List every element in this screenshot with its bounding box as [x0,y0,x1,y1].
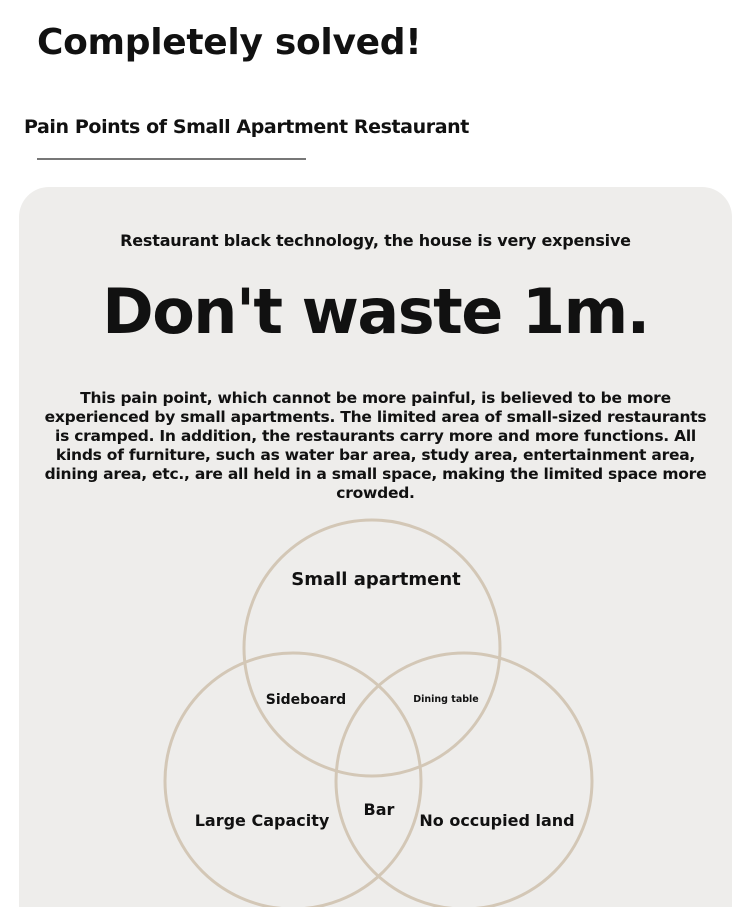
description-paragraph: This pain point, which cannot be more painful, is believed to be more experienced by small apartments. The limited area of small-sized restaurants is cramped. In addition, the restaurants carry more and more functions. All kinds of furniture, such as water bar area, study area, entertainment area, dining area, etc., are all held in a small space, making the limited space more crowded. [44,389,707,502]
venn-label-left-overlap: Sideboard [265,692,347,708]
venn-label-right-overlap: Dining table [413,694,479,705]
venn-circle-right [336,653,592,907]
content-panel [19,187,732,907]
venn-label-center: Bar [363,800,395,819]
big-title: Don't waste 1m. [102,275,649,348]
venn-label-right: No occupied land [419,811,575,830]
section-title: Pain Points of Small Apartment Restaurant [24,116,469,138]
venn-label-left: Large Capacity [194,811,330,830]
venn-diagram [19,187,732,907]
headline: Completely solved! [37,22,422,63]
divider [37,158,306,160]
venn-circle-top [244,520,500,776]
venn-label-top: Small apartment [291,569,461,590]
tagline: Restaurant black technology, the house is very expensive [120,231,631,250]
